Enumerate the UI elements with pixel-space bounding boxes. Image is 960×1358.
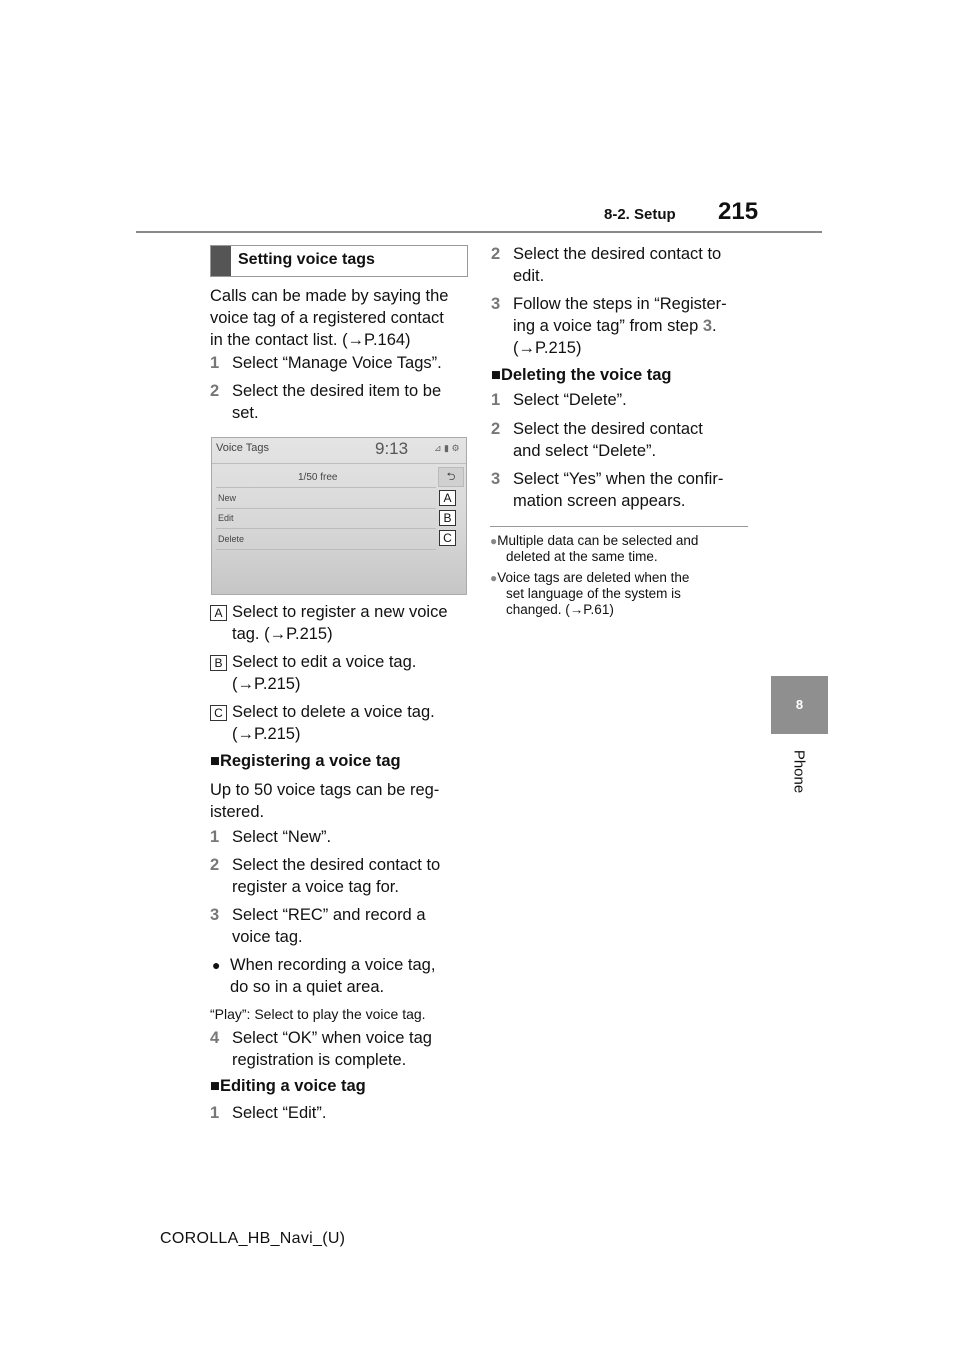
note-text: Voice tags are deleted when the xyxy=(497,570,690,585)
title-box-bar xyxy=(211,246,231,276)
screen-title: Voice Tags xyxy=(216,442,270,454)
screen-clock: 9:13 xyxy=(375,439,409,458)
step-number: 2 xyxy=(210,856,220,874)
step-number: 1 xyxy=(210,354,220,372)
step-text-cont: (→P.215) xyxy=(513,339,582,357)
screen-divider xyxy=(216,487,436,488)
screen-divider xyxy=(216,549,436,550)
step-number: 4 xyxy=(210,1029,220,1047)
step-text: Select “REC” and record a xyxy=(232,906,426,924)
step-text: Select “New”. xyxy=(232,828,332,846)
bullet-icon: ● xyxy=(212,957,221,973)
step-text-cont: register a voice tag for. xyxy=(232,878,399,896)
callout-badge: B xyxy=(210,655,227,671)
step-text-cont: edit. xyxy=(513,267,545,285)
intro-text xyxy=(210,285,448,351)
heading-text: Deleting the voice tag xyxy=(500,366,672,384)
callout-line: tag. (→P.215) xyxy=(232,625,333,643)
notes-rule xyxy=(490,526,748,527)
step-item xyxy=(210,380,441,424)
step-text-cont: voice tag. xyxy=(232,928,303,946)
callout-line: Select to delete a voice tag. xyxy=(232,703,435,721)
step-number: 2 xyxy=(491,245,501,263)
callout-line: (→P.215) xyxy=(232,675,301,693)
step-text: Select the desired contact to xyxy=(513,245,722,263)
step-number: 3 xyxy=(491,470,501,488)
bullet-text: When recording a voice tag, xyxy=(230,956,436,974)
step-text: Select “Yes” when the confir- xyxy=(513,470,724,488)
play-note: “Play”: Select to play the voice tag. xyxy=(210,1006,426,1022)
intro-line: Calls can be made by saying the xyxy=(210,287,449,305)
footer-model: COROLLA_HB_Navi_(U) xyxy=(160,1230,346,1247)
step-item xyxy=(491,418,703,462)
heading-text: Editing a voice tag xyxy=(219,1077,366,1095)
square-icon: ■ xyxy=(210,1077,220,1095)
callout-badge: A xyxy=(210,605,227,621)
step-item xyxy=(491,389,627,411)
step-item xyxy=(491,468,723,512)
step-item xyxy=(210,1102,326,1124)
note-item xyxy=(490,533,752,565)
status-icons: ⊿ ▮ ⚙ xyxy=(434,443,460,453)
registering-intro xyxy=(210,779,439,823)
step-item xyxy=(210,826,331,848)
step-text-cont: registration is complete. xyxy=(232,1051,407,1069)
note-item xyxy=(490,570,752,618)
free-count: 1/50 free xyxy=(298,472,338,483)
intro-line: in the contact list. (→P.164) xyxy=(210,331,411,349)
step-item xyxy=(210,352,442,374)
step-ref-number: 3 xyxy=(702,317,713,335)
note-bullet-icon: ● xyxy=(490,571,498,585)
note-text-cont: changed. (→P.61) xyxy=(506,602,614,617)
intro-line: voice tag of a registered contact xyxy=(210,309,444,327)
header-rule xyxy=(136,231,822,233)
screen-badge-c: C xyxy=(439,530,456,546)
step-item xyxy=(491,293,727,359)
square-icon: ■ xyxy=(491,366,501,384)
step-item xyxy=(210,854,440,898)
callout-b xyxy=(210,651,470,695)
step-text: Select “Delete”. xyxy=(513,391,627,409)
step-number: 1 xyxy=(491,391,501,409)
chapter-label-text: Phone xyxy=(790,749,808,794)
screen-divider xyxy=(216,508,436,509)
bullet-item xyxy=(212,954,435,998)
heading-deleting xyxy=(491,366,672,385)
note-bullet-icon: ● xyxy=(490,534,498,548)
screen-item-delete[interactable]: Delete xyxy=(218,534,245,544)
step-text: Select the desired item to be xyxy=(232,382,442,400)
step-text-cont: mation screen appears. xyxy=(513,492,686,510)
note-text: Multiple data can be selected and xyxy=(497,533,699,548)
screen-divider xyxy=(212,463,466,464)
callout-line: Select to edit a voice tag. xyxy=(232,653,417,671)
heading-registering xyxy=(210,752,401,771)
step-item xyxy=(491,243,721,287)
callout-badge: C xyxy=(210,705,227,721)
step-text: Select “Edit”. xyxy=(232,1104,327,1122)
square-icon: ■ xyxy=(210,752,220,770)
step-text: Select the desired contact xyxy=(513,420,703,438)
page-number: 215 xyxy=(718,198,759,225)
title-box-text: Setting voice tags xyxy=(238,251,375,268)
step-text-cont: and select “Delete”. xyxy=(513,442,657,460)
screen-item-new[interactable]: New xyxy=(218,493,237,503)
callout-line: Select to register a new voice xyxy=(232,603,448,621)
step-text: Select “Manage Voice Tags”. xyxy=(232,354,442,372)
step-number: 2 xyxy=(210,382,220,400)
step-text-cont: set. xyxy=(232,404,259,422)
step-number: 2 xyxy=(491,420,501,438)
step-number: 3 xyxy=(491,295,501,313)
screen-divider xyxy=(216,528,436,529)
chapter-number: 8 xyxy=(795,697,804,712)
callout-line: (→P.215) xyxy=(232,725,301,743)
step-text: Select “OK” when voice tag xyxy=(232,1029,432,1047)
step-number: 1 xyxy=(210,1104,220,1122)
back-button[interactable]: ⮌ xyxy=(438,467,464,487)
step-text: Follow the steps in “Register- xyxy=(513,295,727,313)
section-title: 8-2. Setup xyxy=(604,206,676,223)
step-item xyxy=(210,904,426,948)
section-title-box xyxy=(210,245,468,277)
bullet-text-cont: do so in a quiet area. xyxy=(230,978,385,996)
screen-badge-b: B xyxy=(439,510,456,526)
screen-item-edit[interactable]: Edit xyxy=(218,513,234,523)
note-text-cont: set language of the system is xyxy=(506,586,681,601)
step-number: 3 xyxy=(210,906,220,924)
intro-line: Up to 50 voice tags can be reg- xyxy=(210,781,440,799)
callout-a xyxy=(210,601,470,645)
heading-editing xyxy=(210,1077,366,1096)
heading-text: Registering a voice tag xyxy=(219,752,401,770)
step-item xyxy=(210,1027,432,1071)
step-number: 1 xyxy=(210,828,220,846)
voice-tags-screen xyxy=(211,437,467,595)
intro-line: istered. xyxy=(210,803,265,821)
step-text-line: ing a voice tag” from step xyxy=(513,317,699,335)
note-text-cont: deleted at the same time. xyxy=(506,549,658,564)
screen-badge-a: A xyxy=(439,490,456,506)
callout-c xyxy=(210,701,470,745)
step-text-cont: ing a voice tag” from step 3. xyxy=(513,317,717,335)
step-text: Select the desired contact to xyxy=(232,856,441,874)
